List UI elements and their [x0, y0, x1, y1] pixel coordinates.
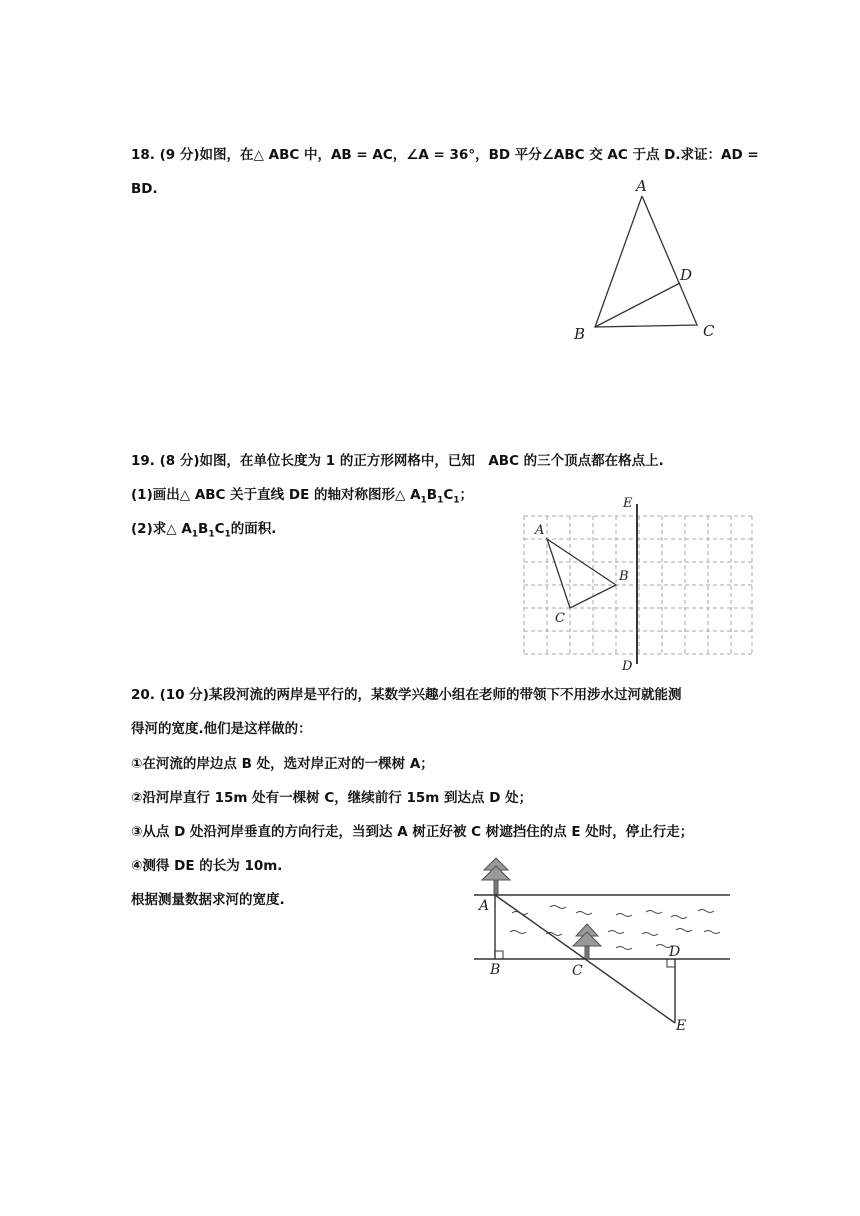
right-angle-d — [667, 959, 675, 967]
grid-label-a: A — [535, 523, 545, 538]
grid-label-b: B — [619, 569, 629, 584]
q19-grid-figure — [518, 492, 758, 672]
q18-text-line2: BD. — [131, 181, 158, 197]
right-angle-b — [495, 951, 503, 959]
q20-step1: ①在河流的岸边点 B 处，选对岸正对的一棵树 A； — [131, 756, 434, 772]
q18-triangle-figure — [560, 170, 730, 350]
q20-river-figure — [466, 852, 738, 1038]
grid-label-e: E — [623, 496, 633, 511]
river-label-d: D — [669, 944, 681, 960]
river-label-a: A — [479, 898, 490, 914]
q20-text-line2: 得河的宽度.他们是这样做的： — [131, 721, 312, 737]
q19-part2: (2)求△ $A_1B_1C_1$的面积. — [131, 521, 277, 540]
grid-label-d: D — [622, 659, 633, 672]
q20-question: 根据测量数据求河的宽度. — [131, 892, 285, 908]
label-c: C — [703, 322, 715, 340]
label-b: B — [574, 325, 586, 343]
q18-text-line1: 18. (9 分)如图，在△ ABC 中，AB = AC，∠A = 36°，BD 平分∠ABC 交 AC 于点 D.求证：AD = — [131, 147, 759, 163]
river-label-e: E — [676, 1018, 687, 1034]
triangle-abc-grid — [547, 539, 616, 608]
q19-part1: (1)画出△ ABC 关于直线 DE 的轴对称图形△ $A_1B_1C_1$； — [131, 487, 474, 506]
grid-label-c: C — [555, 611, 565, 626]
dashed-grid — [524, 516, 752, 654]
label-a: A — [636, 177, 647, 195]
q20-text-line1: 20. (10 分)某段河流的两岸是平行的，某数学兴趣小组在老师的带领下不用涉水过河就能测 — [131, 687, 682, 703]
q19-text-line1: 19. (8 分)如图，在单位长度为 1 的正方形网格中，已知 ABC 的三个顶点都在格点上. — [131, 453, 664, 469]
q20-step3: ③从点 D 处沿河岸垂直的方向行走，当到达 A 树正好被 C 树遮挡住的点 E 处时，停止行走； — [131, 824, 694, 840]
river-label-c: C — [572, 963, 583, 979]
q20-step4: ④测得 DE 的长为 10m. — [131, 858, 283, 874]
river-label-b: B — [490, 962, 501, 978]
triangle-abc — [595, 196, 697, 327]
label-d: D — [680, 266, 693, 284]
q20-step2: ②沿河岸直行 15m 处有一棵树 C，继续前行 15m 到达点 D 处； — [131, 790, 533, 806]
tree-a-icon — [482, 858, 510, 895]
